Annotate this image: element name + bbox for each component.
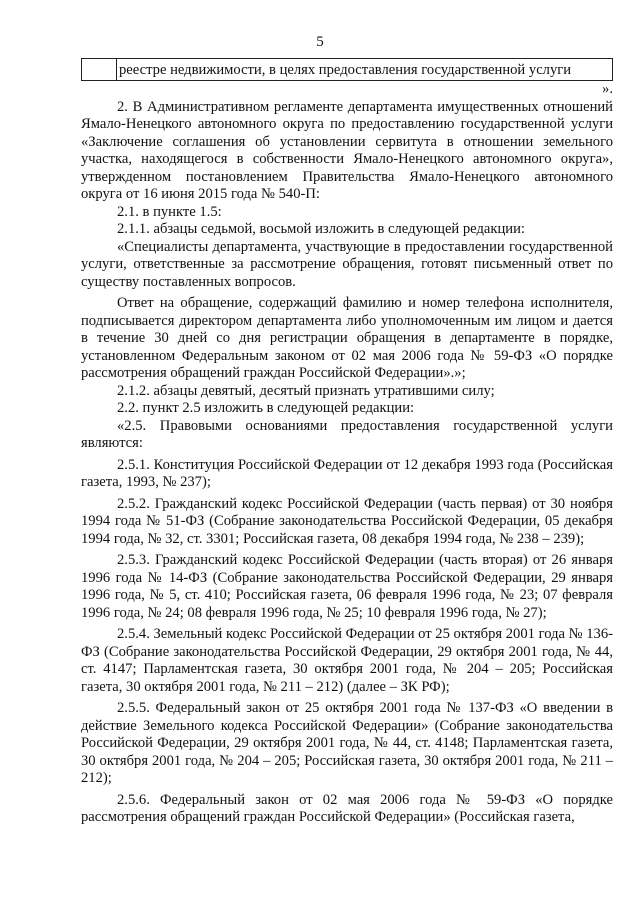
paragraph-2-5-1: 2.5.1. Конституция Российской Федерации от 12 декабря 1993 года (Российская газета, 1993, № 237);: [81, 456, 613, 490]
table-cell-text: реестре недвижимости, в целях предоставления государственной услуги: [119, 62, 572, 78]
paragraph-2-2: 2.2. пункт 2.5 изложить в следующей редакции:: [117, 400, 415, 416]
paragraph-2: 2. В Административном регламенте департамента имущественных отношений Ямало-Ненецкого автономного округа по предоставлению государственной услуги «Заключение соглашения об установлении сервитута в отношении земельного участка, находящегося в собственности Ямало-Ненецкого автономного округа», утвержденном постановлением Правительства Ямало-Ненецкого автономного округа от 16 июня 2015 года № 540-П:: [81, 98, 613, 202]
paragraph-2-5-6: 2.5.6. Федеральный закон от 02 мая 2006 года № 59-ФЗ «О порядке рассмотрения обращений граждан Российской Федерации» (Российская газета,: [81, 791, 613, 825]
closing-quote-mark: ».: [602, 81, 613, 97]
page-number: 5: [316, 34, 324, 50]
paragraph-2-5-2: 2.5.2. Гражданский кодекс Российской Федерации (часть первая) от 30 ноября 1994 года № 51-ФЗ (Собрание законодательства Российской Федерации, 05 декабря 1994 года, № 32, ст. 3301; Российская газета, 08 декабря 1994 года, № 238 – 239);: [81, 495, 613, 547]
table-cell-empty: [82, 59, 117, 80]
paragraph-quote-specialists: «Специалисты департамента, участвующие в предоставлении государственной услуги, ответственные за рассмотрение обращения, готовят письменный ответ по существу поставленных вопросов.: [81, 238, 613, 290]
document-body: [81, 81, 613, 827]
paragraph-2-5-3: 2.5.3. Гражданский кодекс Российской Федерации (часть вторая) от 26 января 1996 года № 14-ФЗ (Собрание законодательства Российской Федерации, 29 января 1996 года, № 5, ст. 410; Российская газета, 06 февраля 1996 года, № 23; 07 февраля 1996 года, № 24; 08 февраля 1996 года, № 25; 10 февраля 1996 года, № 27);: [81, 552, 613, 621]
paragraph-2-5-5: 2.5.5. Федеральный закон от 25 октября 2001 года № 137-ФЗ «О введении в действие Земельного кодекса Российской Федерации» (Собрание законодательства Российской Федерации, 29 октября 2001 года, № 44, ст. 4148; Парламентская газета, 30 октября 2001 года, № 204 – 205; Российская газета, 30 октября 2001 года, № 211 – 212);: [81, 700, 613, 786]
paragraph-2-5-4: 2.5.4. Земельный кодекс Российской Федерации от 25 октября 2001 года № 136-ФЗ (Собрание законодательства Российской Федерации, 29 октября 2001 года, № 44, ст. 4147; Парламентская газета, 30 октября 2001 года, № 204 – 205; Российская газета, 30 октября 2001 года, № 211 – 212) (далее – ЗК РФ);: [81, 626, 613, 695]
paragraph-2-1-1: 2.1.1. абзацы седьмой, восьмой изложить в следующей редакции:: [117, 221, 525, 237]
table-row-fragment: [81, 58, 613, 81]
paragraph-2-5: «2.5. Правовыми основаниями предоставления государственной услуги являются:: [81, 417, 613, 451]
paragraph-answer: Ответ на обращение, содержащий фамилию и номер телефона исполнителя, подписывается директором департамента либо уполномоченным им лицом и дается в течение 30 дней со дня регистрации обращения в департаменте в порядке, установленном Федеральным законом от 02 мая 2006 года № 59-ФЗ «О порядке рассмотрения обращений граждан Российской Федерации».»;: [81, 295, 613, 381]
paragraph-2-1-2: 2.1.2. абзацы девятый, десятый признать утратившими силу;: [117, 382, 495, 399]
paragraph-2-1: 2.1. в пункте 1.5:: [117, 203, 222, 220]
